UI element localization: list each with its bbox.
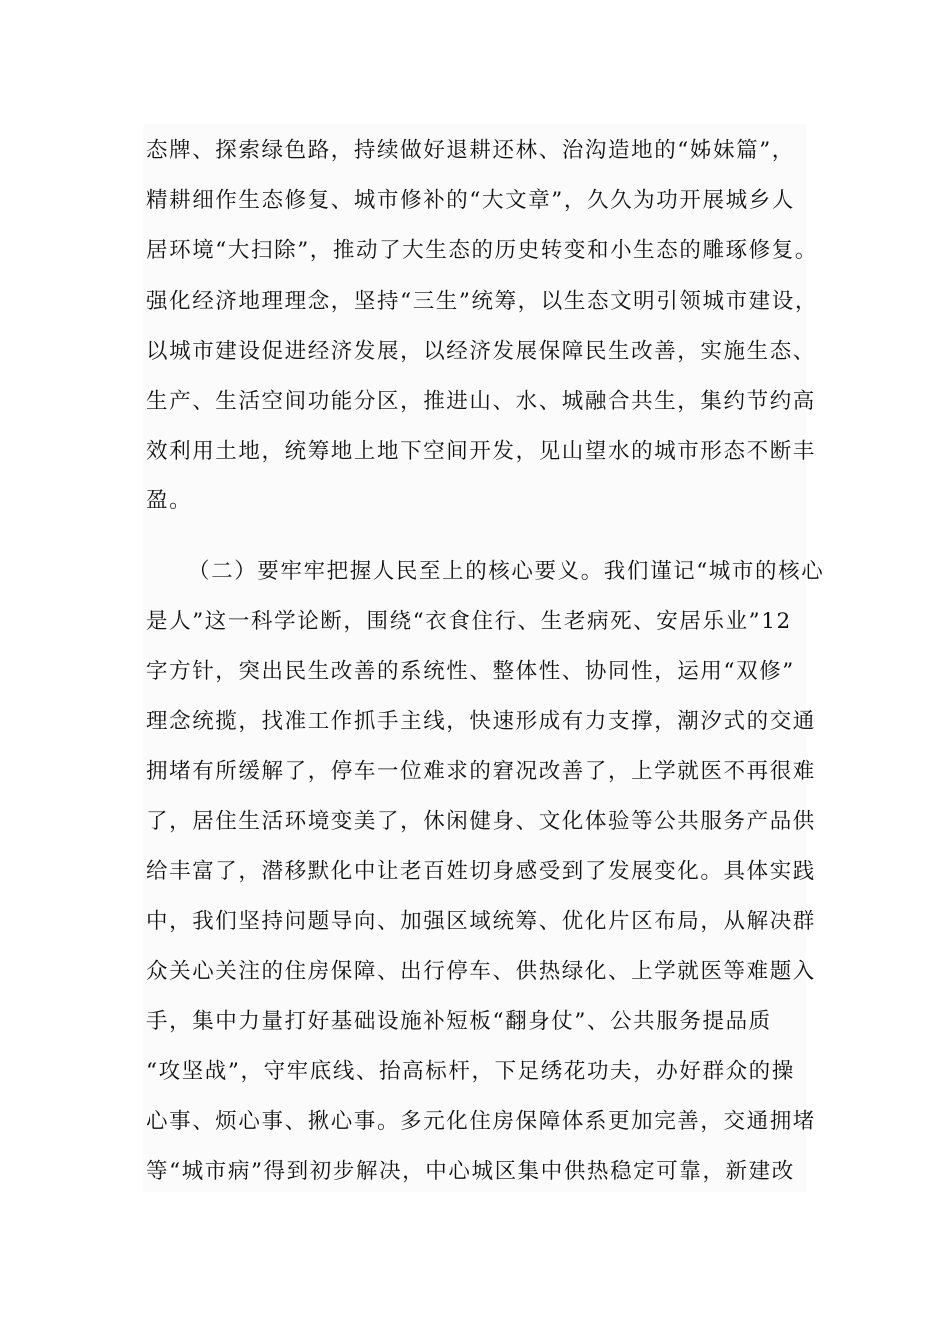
paragraph-2-line-9: 众关心关注的住房保障、出行停车、供热绿化、上学就医等难题入 xyxy=(146,959,816,984)
paragraph-2-line-12: 心事、烦心事、揪心事。多元化住房保障体系更加完善，交通拥堵 xyxy=(146,1109,816,1134)
paragraph-2-line-6: 了，居住生活环境变美了，休闲健身、文化体验等公共服务产品供 xyxy=(146,809,816,834)
paragraph-2-line-8: 中，我们坚持问题导向、加强区域统筹、优化片区布局，从解决群 xyxy=(146,909,816,934)
paragraph-2-line-7: 给丰富了，潜移默化中让老百姓切身感受到了发展变化。具体实践 xyxy=(146,859,816,884)
paragraph-2-line-1: （二）要牢牢把握人民至上的核心要义。我们谨记“城市的核心 xyxy=(188,559,825,584)
paragraph-1-line-5: 以城市建设促进经济发展，以经济发展保障民生改善，实施生态、 xyxy=(146,339,816,364)
paragraph-1-line-3: 居环境“大扫除”，推动了大生态的历史转变和小生态的雕琢修复。 xyxy=(146,238,818,263)
paragraph-1-line-2: 精耕细作生态修复、城市修补的“大文章”，久久为功开展城乡人 xyxy=(146,188,795,213)
paragraph-2-line-3: 字方针，突出民生改善的系统性、整体性、协同性，运用“双修” xyxy=(146,659,795,684)
paragraph-1-line-1: 态牌、探索绿色路，持续做好退耕还林、治沟造地的“姊妹篇”， xyxy=(146,138,795,163)
paragraph-1-line-7: 效利用土地，统筹地上地下空间开发，见山望水的城市形态不断丰 xyxy=(146,439,816,464)
paragraph-2-line-2: 是人”这一科学论断，围绕“衣食住行、生老病死、安居乐业”12 xyxy=(146,609,792,634)
paragraph-2-line-10: 手，集中力量打好基础设施补短板“翻身仗”、公共服务提品质 xyxy=(146,1009,772,1034)
paragraph-2-line-5: 拥堵有所缓解了，停车一位难求的窘况改善了，上学就医不再很难 xyxy=(146,759,816,784)
paragraph-2-line-4: 理念统揽，找准工作抓手主线，快速形成有力支撑，潮汐式的交通 xyxy=(146,709,816,734)
paragraph-2-line-13: 等“城市病”得到初步解决，中心城区集中供热稳定可靠，新建改 xyxy=(146,1159,795,1184)
paragraph-1-line-8: 盈。 xyxy=(146,488,193,513)
paragraph-2-line-11: “攻坚战”，守牢底线、抬高标杆，下足绣花功夫，办好群众的操 xyxy=(146,1059,795,1084)
paragraph-1-line-6: 生产、生活空间功能分区，推进山、水、城融合共生，集约节约高 xyxy=(146,389,816,414)
paragraph-1-line-4: 强化经济地理理念，坚持“三生”统筹，以生态文明引领城市建设， xyxy=(146,289,818,314)
